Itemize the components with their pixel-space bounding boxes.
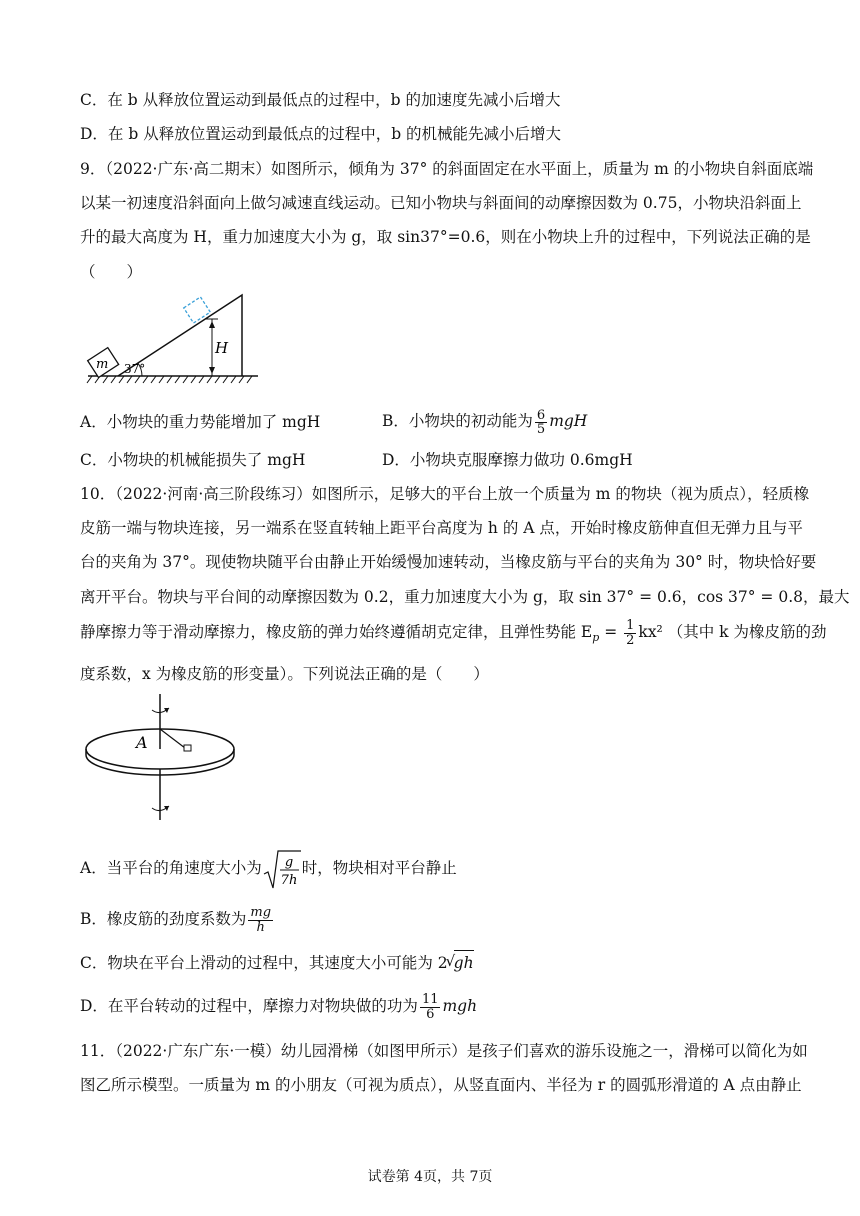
q10-option-c: C．物块在平台上滑动的过程中，其速度大小可能为 2 √ gh: [80, 950, 474, 975]
q10-option-d: D．在平台转动的过程中，摩擦力对物块做的功为 $\frac{11}{6}$ mgh: [80, 991, 478, 1022]
q10-option-a: A．当平台的角速度大小为 g 7h 时，物块相对平台静止: [80, 846, 457, 892]
q10-stem-line-4: 离开平台。物块与平台间的动摩擦因数为 0.2，重力加速度大小为 g，取 sin 37° = 0.6，cos 37° = 0.8，最大: [80, 588, 850, 606]
q10-stem-line-1: 10．（2022·河南·高三阶段练习）如图所示，足够大的平台上放一个质量为 m 的物块（视为质点），轻质橡: [80, 485, 810, 503]
q10-stem-line-6: 度系数，x 为橡皮筋的形变量）。下列说法正确的是（ ）: [80, 665, 489, 683]
q10-stem-line-2: 皮筋一端与物块连接，另一端系在竖直转轴上距平台高度为 h 的 A 点，开始时橡皮筋伸直但无弹力且与平: [80, 519, 803, 537]
q10-block: [184, 745, 191, 751]
q9-option-d: D．小物块克服摩擦力做功 0.6mgH: [382, 451, 633, 469]
q10-turntable-figure: [80, 690, 240, 825]
q11-stem-line-1: 11．（2022·广东广东·一模）幼儿园滑梯（如图甲所示）是孩子们喜欢的游乐设施之一，滑梯可以简化为如: [80, 1042, 808, 1060]
q9-option-c: C．小物块的机械能损失了 mgH: [80, 451, 306, 469]
q10-stem-line-3: 台的夹角为 37°。现使物块随平台由静止开始缓慢加速转动，当橡皮筋与平台的夹角为 30° 时，物块恰好要: [80, 553, 817, 571]
q8-option-c: C．在 b 从释放位置运动到最低点的过程中，b 的加速度先减小后增大: [80, 91, 561, 109]
q9-stem-line-4: （ ）: [80, 263, 143, 281]
q10-option-b: B．橡皮筋的劲度系数为 $\frac{mg}{h}$: [80, 904, 272, 935]
page-footer: 试卷第 4页，共 7页: [367, 1169, 493, 1185]
q10-point-label: A: [136, 733, 148, 752]
q10-stem-line-5: 静摩擦力等于滑动摩擦力，橡皮筋的弹力始终遵循胡克定律，且弹性势能 $E_p$ = $\frac{1}{2}$ kx² （其中 k 为橡皮筋的劲: [80, 617, 827, 648]
q9-option-b: B．小物块的初动能为 $\frac{6}{5}$ mgH: [382, 407, 588, 437]
q9-incline-figure: [84, 290, 264, 385]
q9-stem-line-2: 以某一初速度沿斜面向上做匀减速直线运动。已知小物块与斜面间的动摩擦因数为 0.75，小物块沿斜面上: [80, 194, 802, 212]
q9-height-label: H: [215, 339, 229, 357]
q11-stem-line-2: 图乙所示模型。一质量为 m 的小朋友（可视为质点），从竖直面内、半径为 r 的圆弧形滑道的 A 点由静止: [80, 1076, 802, 1094]
q9-mass-label: m: [96, 357, 109, 372]
svg-text:g: g: [284, 854, 293, 870]
q9-angle-label: 37°: [124, 362, 146, 376]
q9-stem-line-1: 9．（2022·广东·高二期末）如图所示，倾角为 37° 的斜面固定在水平面上，质量为 m 的小物块自斜面底端: [80, 160, 814, 178]
q9-stem-line-3: 升的最大高度为 H，重力加速度大小为 g，取 sin37°=0.6，则在小物块上升的过程中，下列说法正确的是: [80, 228, 811, 246]
svg-text:7h: 7h: [280, 872, 298, 888]
q8-option-d: D．在 b 从释放位置运动到最低点的过程中，b 的机械能先减小后增大: [80, 125, 562, 143]
q9-option-a: A．小物块的重力势能增加了 mgH: [80, 413, 321, 431]
